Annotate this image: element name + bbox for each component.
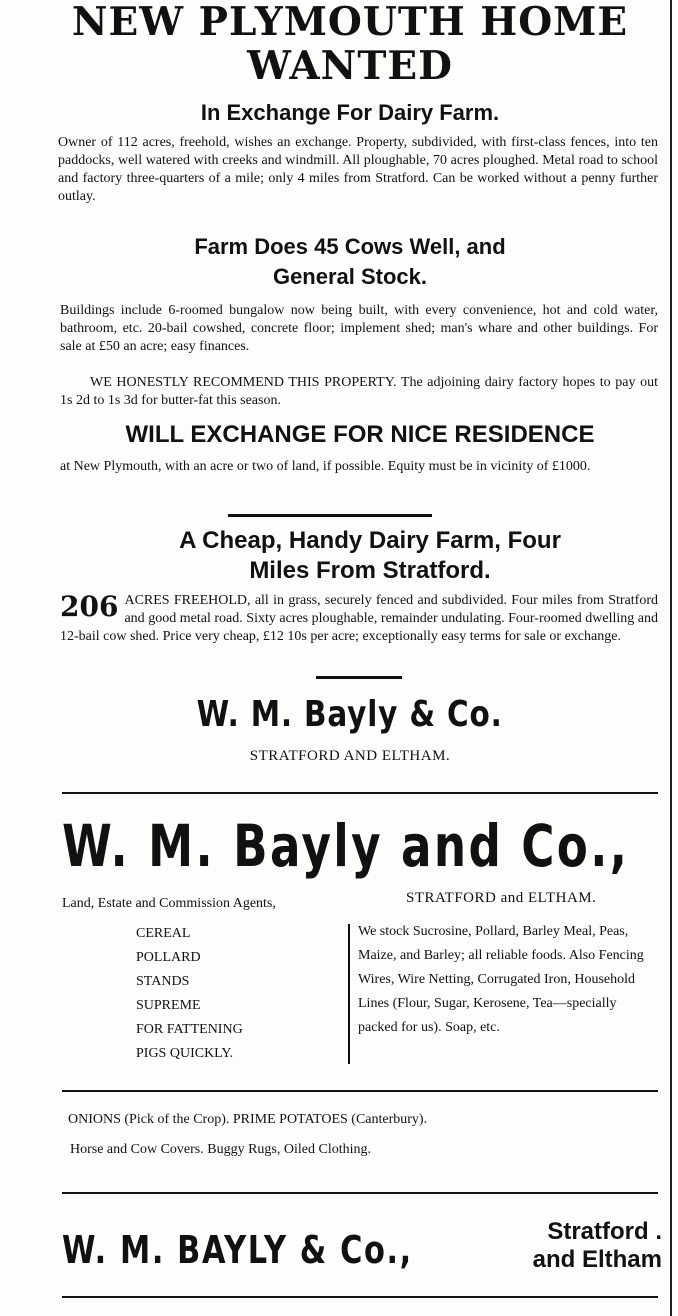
onions-line: ONIONS (Pick of the Crop). PRIME POTATOES (Canterbury). bbox=[68, 1112, 428, 1127]
paragraph-206-acres bbox=[60, 592, 658, 646]
firm-name-1: W. M. Bayly & Co. bbox=[196, 694, 504, 735]
subheading-will-exchange: WILL EXCHANGE FOR NICE RESIDENCE bbox=[125, 421, 595, 448]
acreage-number: 206 bbox=[60, 590, 119, 623]
list-divider bbox=[348, 924, 350, 1064]
location-3-line-2: and Eltham bbox=[532, 1246, 662, 1273]
divider-3 bbox=[62, 792, 658, 794]
stock-description: We stock Sucrosine, Pollard, Barley Meal, Peas, Maize, and Barley; all reliable foods. Also Fencing Wires, Wire Netting, Corrugated Iron, Household Lines (Flour, Sugar, Kerosene, Tea—specially packed for us). Soap, etc. bbox=[358, 924, 644, 1035]
feed-list bbox=[136, 922, 336, 1066]
subheading-cheap-farm-2: Miles From Stratford. bbox=[249, 557, 491, 584]
subheading-cows-2: General Stock. bbox=[272, 264, 428, 289]
headline-line-2: WANTED bbox=[247, 43, 453, 89]
feed-list-item: FOR FATTENING bbox=[136, 1022, 243, 1037]
firm-name-3: W. M. BAYLY & Co., bbox=[62, 1228, 413, 1272]
covers-line: Horse and Cow Covers. Buggy Rugs, Oiled Clothing. bbox=[70, 1142, 371, 1157]
divider-4 bbox=[62, 1090, 658, 1092]
feed-list-item: CEREAL bbox=[136, 926, 191, 941]
agents-line: Land, Estate and Commission Agents, bbox=[62, 896, 276, 911]
subheading-cheap-farm-1: A Cheap, Handy Dairy Farm, Four bbox=[179, 527, 561, 554]
feed-list-item: POLLARD bbox=[136, 950, 201, 965]
divider-6 bbox=[62, 1296, 658, 1298]
location-1: STRATFORD AND ELTHAM. bbox=[249, 748, 451, 764]
feed-list-item: SUPREME bbox=[136, 998, 201, 1013]
paragraph-farm-description: Owner of 112 acres, freehold, wishes an exchange. Property, subdivided, with first-class fences, into ten paddocks, well watered with creeks and windmill. All ploughable, 70 acres ploughed. Metal road to school and factory three-quarters of a mile; only 4 miles from Stratford. Can be worked without a penny further outlay. bbox=[58, 135, 658, 204]
divider-5 bbox=[62, 1192, 658, 1194]
subheading-cows-1: Farm Does 45 Cows Well, and bbox=[194, 234, 506, 259]
feed-list-item: STANDS bbox=[136, 974, 190, 989]
divider-1 bbox=[228, 514, 432, 517]
paragraph-206-text: ACRES FREEHOLD, all in grass, securely fenced and subdivided. Four miles from Stratford and good metal road. Sixty acres ploughable, remainder undulating. Four-roomed dwelling and 12-bail cow shed. Price very cheap, £12 10s per acre; exceptionally easy terms for sale or exchange. bbox=[60, 593, 658, 644]
paragraph-recommend: WE HONESTLY RECOMMEND THIS PROPERTY. The adjoining dairy factory hopes to pay out 1s 2d to 1s 3d for butter-fat this season. bbox=[60, 375, 658, 408]
headline-line-1: NEW PLYMOUTH HOME bbox=[71, 0, 629, 45]
paragraph-new-plymouth: at New Plymouth, with an acre or two of land, if possible. Equity must be in vicinity of £1000. bbox=[60, 459, 591, 474]
subheading-exchange: In Exchange For Dairy Farm. bbox=[200, 100, 500, 125]
location-3-line-1: Stratford . bbox=[547, 1218, 662, 1245]
firm-name-2: W. M. Bayly and Co., bbox=[62, 812, 630, 880]
divider-2 bbox=[316, 676, 402, 679]
location-2: STRATFORD and ELTHAM. bbox=[406, 890, 597, 906]
feed-list-item: PIGS QUICKLY. bbox=[136, 1046, 234, 1061]
column-rule bbox=[670, 0, 672, 1316]
paragraph-buildings: Buildings include 6-roomed bungalow now being built, with every convenience, hot and cold water, bathroom, etc. 20-bail cowshed, concrete floor; implement shed; man's whare and other buildings. For sale at £50 an acre; easy finances. bbox=[60, 303, 658, 354]
